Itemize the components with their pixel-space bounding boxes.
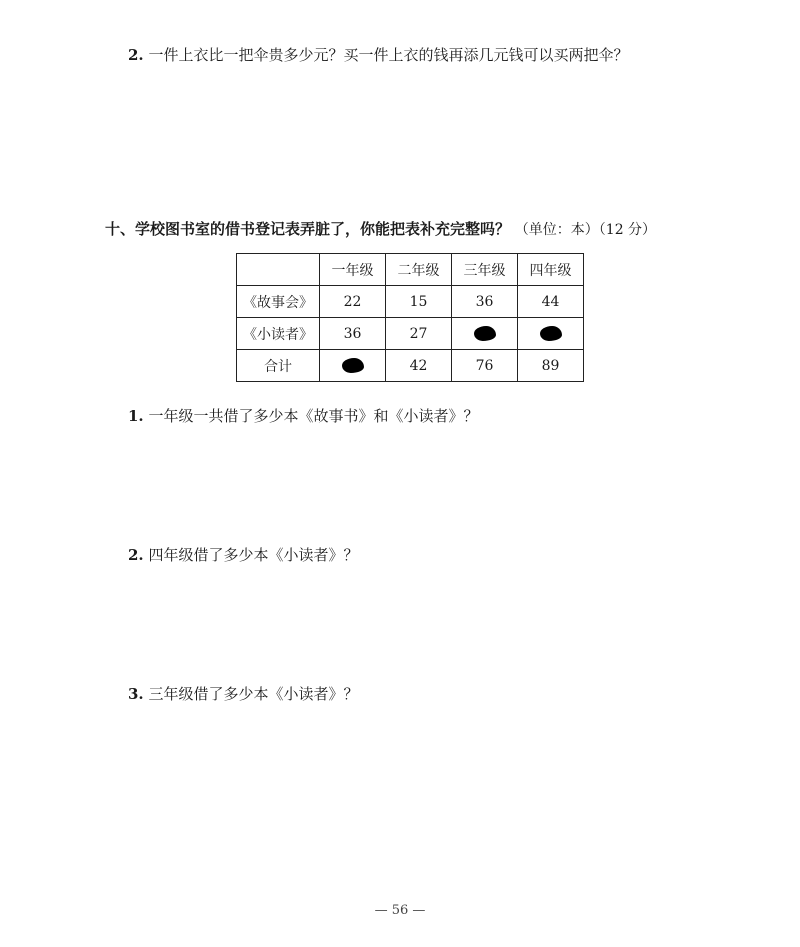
- table-cell: [518, 318, 584, 350]
- section-title: 十、学校图书室的借书登记表弄脏了，你能把表补充完整吗？: [105, 220, 511, 238]
- question-text: 一年级一共借了多少本《故事书》和《小读者》？: [148, 407, 479, 425]
- table-header-cell: [237, 254, 320, 286]
- table-cell: 15: [386, 286, 452, 318]
- row-label: 《故事会》: [237, 286, 320, 318]
- row-label: 合计: [237, 350, 320, 382]
- question-3: [128, 683, 358, 704]
- table-header-row: [237, 254, 584, 286]
- question-number: 1.: [128, 407, 144, 425]
- ink-blot-icon: [342, 358, 364, 373]
- section-note: （单位：本）（12 分）: [514, 222, 657, 238]
- question-text: 三年级借了多少本《小读者》？: [148, 685, 359, 703]
- question-2: [128, 544, 358, 565]
- table-cell: 27: [386, 318, 452, 350]
- ink-blot-icon: [474, 326, 496, 341]
- table-cell: 22: [320, 286, 386, 318]
- table-cell: 36: [452, 286, 518, 318]
- question-number: 2.: [128, 46, 144, 64]
- table-row: [237, 286, 584, 318]
- question-top: [128, 44, 628, 65]
- table-header-cell: 三年级: [452, 254, 518, 286]
- table-cell: 36: [320, 318, 386, 350]
- section-heading: [105, 218, 656, 239]
- table-cell: 76: [452, 350, 518, 382]
- question-number: 2.: [128, 546, 144, 564]
- question-number: 3.: [128, 685, 144, 703]
- table-cell: 44: [518, 286, 584, 318]
- page-number: — 56 —: [374, 903, 426, 918]
- question-text: 一件上衣比一把伞贵多少元？买一件上衣的钱再添几元钱可以买两把伞？: [148, 46, 629, 64]
- table-row: [237, 318, 584, 350]
- table-header-cell: 二年级: [386, 254, 452, 286]
- row-label: 《小读者》: [237, 318, 320, 350]
- table-cell: 89: [518, 350, 584, 382]
- question-text: 四年级借了多少本《小读者》？: [148, 546, 359, 564]
- borrowing-register-table: [236, 253, 584, 382]
- ink-blot-icon: [540, 326, 562, 341]
- question-1: [128, 405, 478, 426]
- table-row: [237, 350, 584, 382]
- table-header-cell: 一年级: [320, 254, 386, 286]
- table-cell: 42: [386, 350, 452, 382]
- table-cell: [452, 318, 518, 350]
- table-header-cell: 四年级: [518, 254, 584, 286]
- table-cell: [320, 350, 386, 382]
